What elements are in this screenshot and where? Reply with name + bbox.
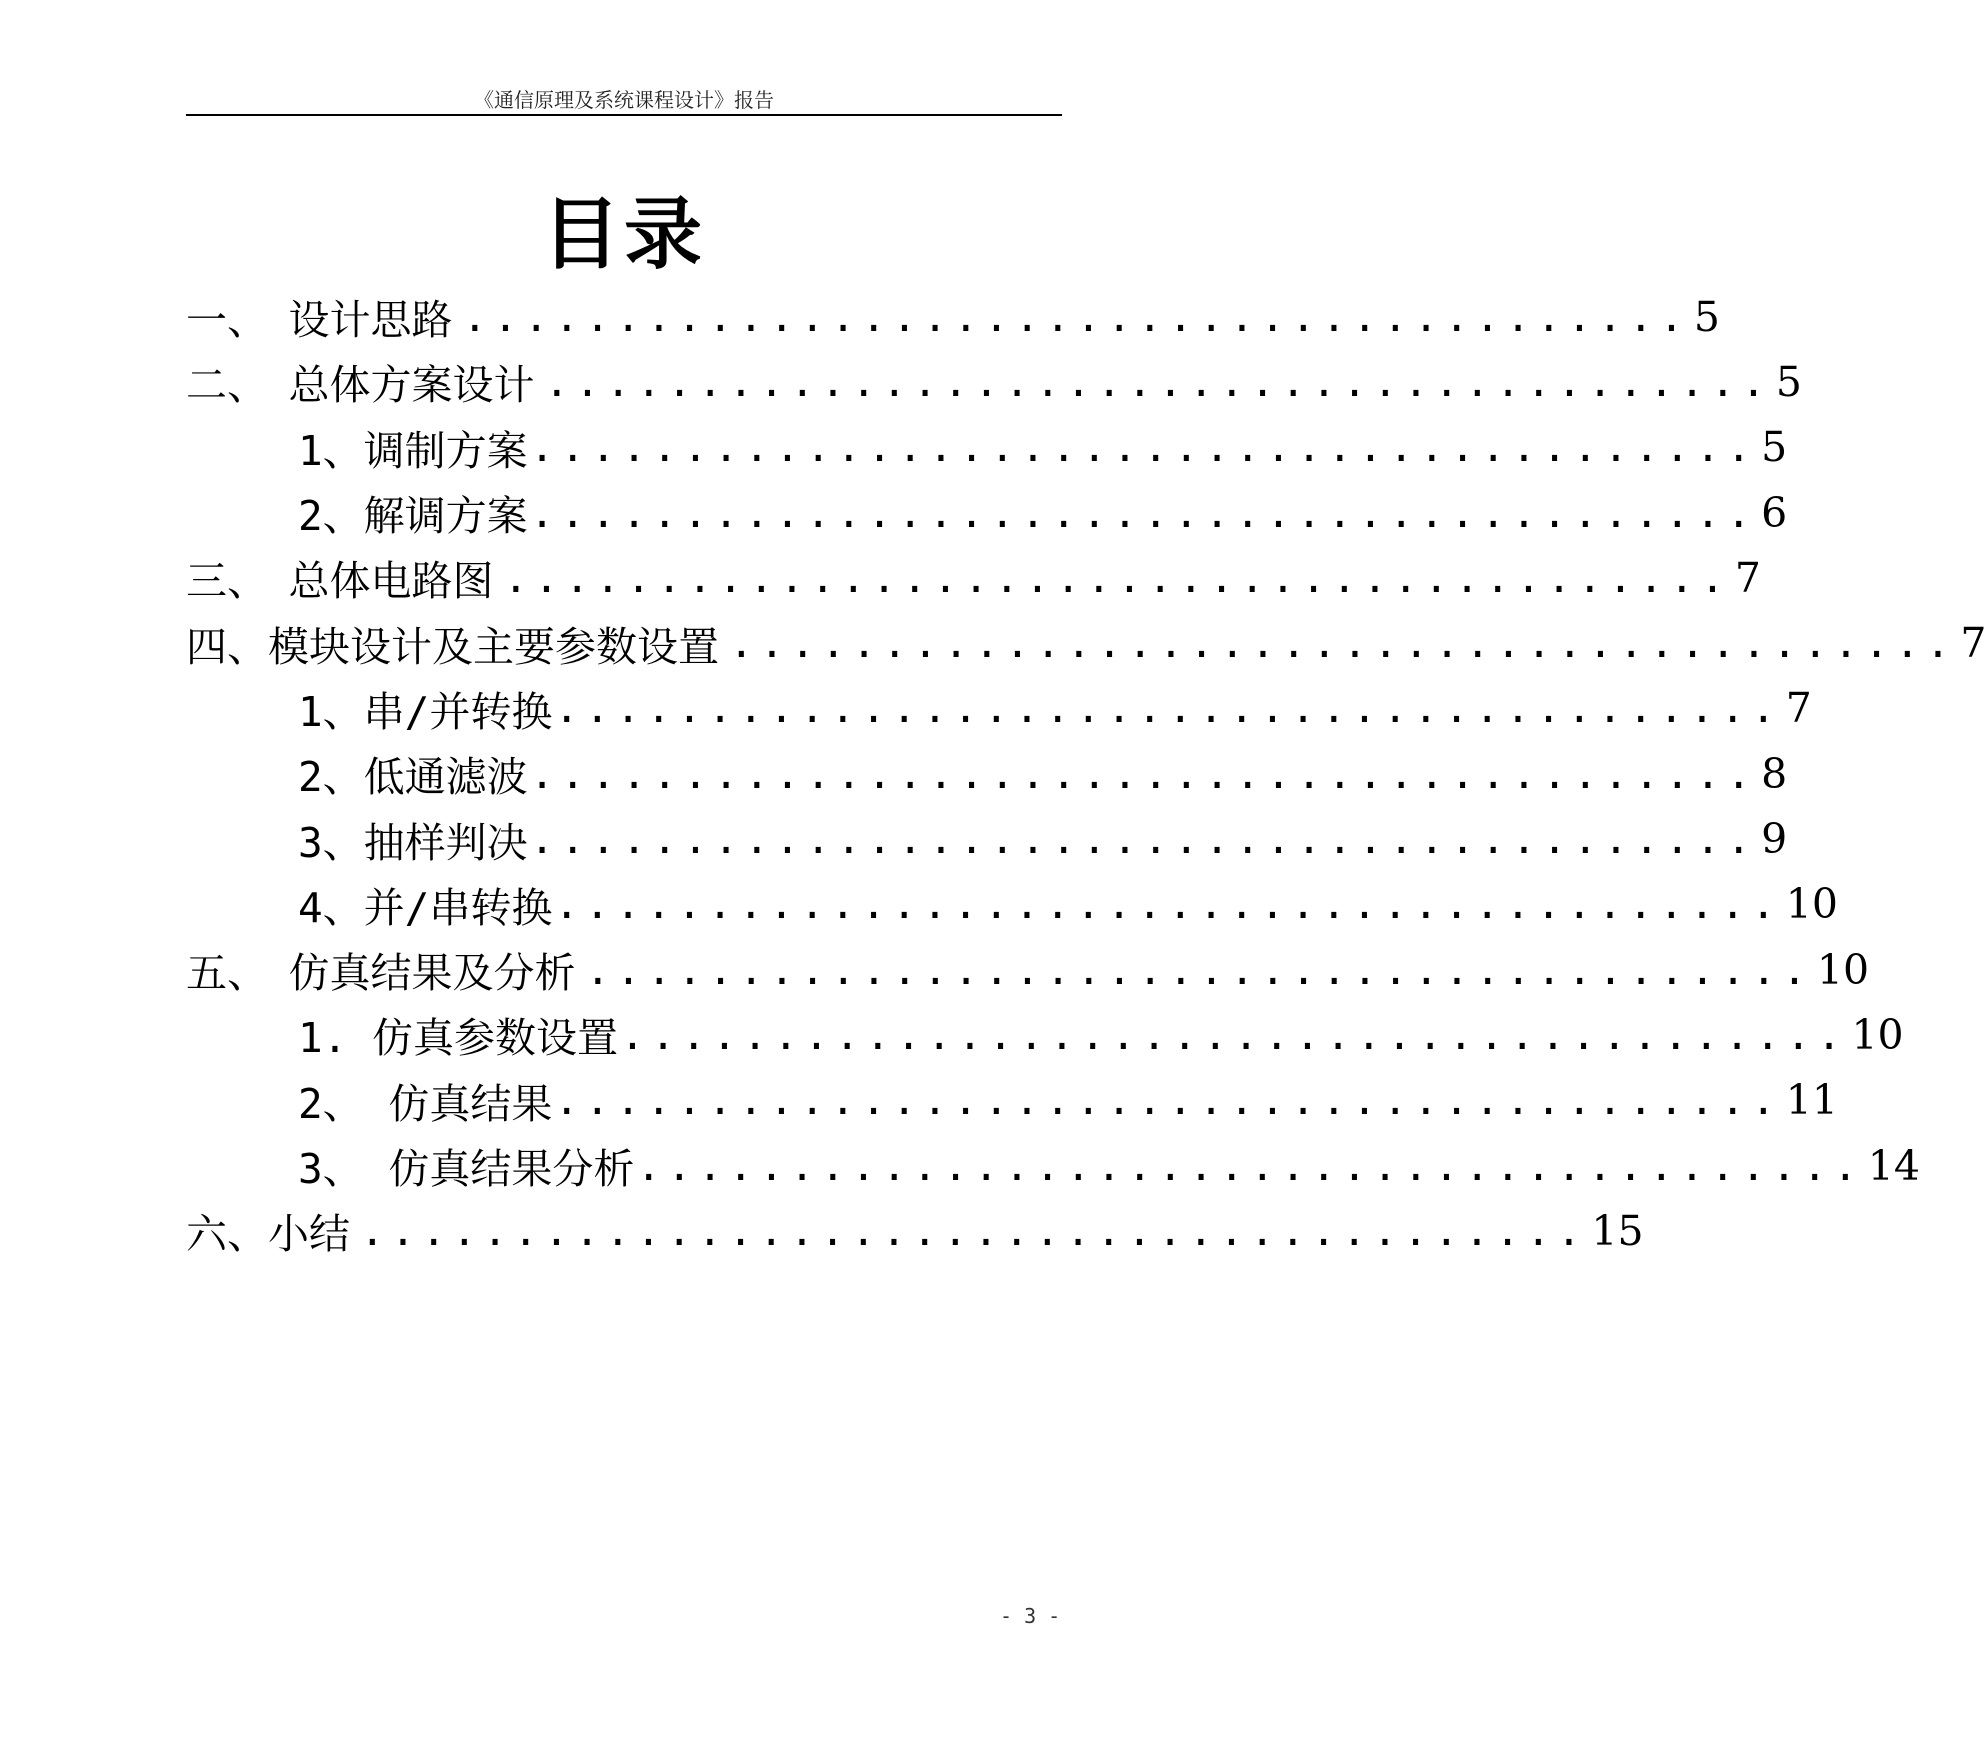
toc-entry[interactable] — [186, 937, 1870, 1002]
toc-subentry[interactable] — [186, 415, 1788, 480]
toc-subentry[interactable] — [186, 741, 1788, 806]
toc-entry-label: 1、串/并转换 — [298, 687, 553, 736]
dot-leader: ........................................ — [529, 488, 1758, 537]
toc-entry-label: 1、调制方案 — [298, 426, 528, 475]
toc-entry-page: 10 — [1816, 945, 1870, 994]
toc-entry-page: 5 — [1775, 357, 1802, 406]
toc-entry-label: 二、 总体方案设计 — [186, 361, 535, 410]
toc-entry-label: 2、解调方案 — [298, 492, 528, 541]
dot-leader: ........................................ — [544, 357, 1772, 406]
toc-entry-label: 四、模块设计及主要参数设置 — [186, 622, 719, 671]
toc-subentry[interactable] — [186, 480, 1788, 545]
toc-entry-page: 5 — [1761, 423, 1788, 472]
toc-entry-page: 10 — [1851, 1010, 1904, 1059]
toc-entry-page: 14 — [1867, 1141, 1920, 1190]
toc-entry-page: 7 — [1785, 684, 1812, 733]
toc-entry-label: 三、 总体电路图 — [186, 557, 494, 606]
toc-entry[interactable] — [186, 545, 1761, 610]
toc-entry-label: 1. 仿真参数设置 — [298, 1014, 619, 1063]
dot-leader: ........................................ — [729, 619, 1957, 668]
toc-entry-label: 2、 仿真结果 — [298, 1079, 553, 1128]
dot-leader: ........................................ — [462, 292, 1690, 341]
dot-leader: ........................................ — [529, 749, 1758, 798]
toc-entry-page: 8 — [1761, 749, 1788, 798]
dot-leader: ........................................ — [529, 815, 1758, 864]
dot-leader: ........................................ — [529, 423, 1758, 472]
dot-leader: ........................................ — [554, 880, 1782, 929]
dot-leader: ........................................ — [620, 1010, 1848, 1059]
toc-entry-page: 9 — [1761, 815, 1788, 864]
toc-entry[interactable] — [186, 610, 1986, 675]
toc-subentry[interactable] — [186, 806, 1788, 871]
dot-leader: ........................................ — [360, 1206, 1588, 1255]
page-number: - 3 - — [1000, 1604, 1061, 1628]
toc-entry-page: 10 — [1785, 880, 1838, 929]
toc-entry[interactable] — [186, 1198, 1644, 1263]
header-divider — [186, 114, 1062, 116]
running-header: 《通信原理及系统课程设计》报告 — [474, 88, 774, 112]
toc-entry-label: 一、 设计思路 — [186, 296, 453, 345]
toc-entry-label: 3、抽样判决 — [298, 818, 528, 867]
toc-entry-page: 5 — [1693, 292, 1720, 341]
toc-subentry[interactable] — [186, 1133, 1920, 1198]
dot-leader: ........................................ — [585, 945, 1813, 994]
toc-entry-page: 15 — [1591, 1206, 1644, 1255]
toc-entry-label: 六、小结 — [186, 1210, 350, 1259]
toc-entry-page: 11 — [1785, 1076, 1838, 1125]
toc-entry-page: 6 — [1761, 488, 1788, 537]
toc-subentry[interactable] — [186, 1068, 1838, 1133]
toc-entry-label: 2、低通滤波 — [298, 753, 528, 802]
toc-subentry[interactable] — [186, 676, 1812, 741]
dot-leader: ........................................ — [636, 1141, 1864, 1190]
toc-entry-page: 7 — [1960, 619, 1986, 668]
dot-leader: ........................................ — [554, 684, 1782, 733]
toc-entry[interactable] — [186, 284, 1720, 349]
dot-leader: ........................................ — [503, 553, 1731, 602]
toc-entry-label: 五、 仿真结果及分析 — [186, 949, 576, 998]
toc-entry-label: 3、 仿真结果分析 — [298, 1145, 635, 1193]
toc-subentry[interactable] — [186, 872, 1838, 937]
toc-subentry[interactable] — [186, 1002, 1904, 1067]
table-of-contents — [186, 284, 1986, 1263]
toc-entry-page: 7 — [1734, 553, 1761, 602]
toc-entry-label: 4、并/串转换 — [298, 883, 553, 932]
page-title: 目录 — [541, 190, 706, 280]
toc-entry[interactable] — [186, 349, 1802, 414]
dot-leader: ........................................ — [554, 1076, 1782, 1125]
